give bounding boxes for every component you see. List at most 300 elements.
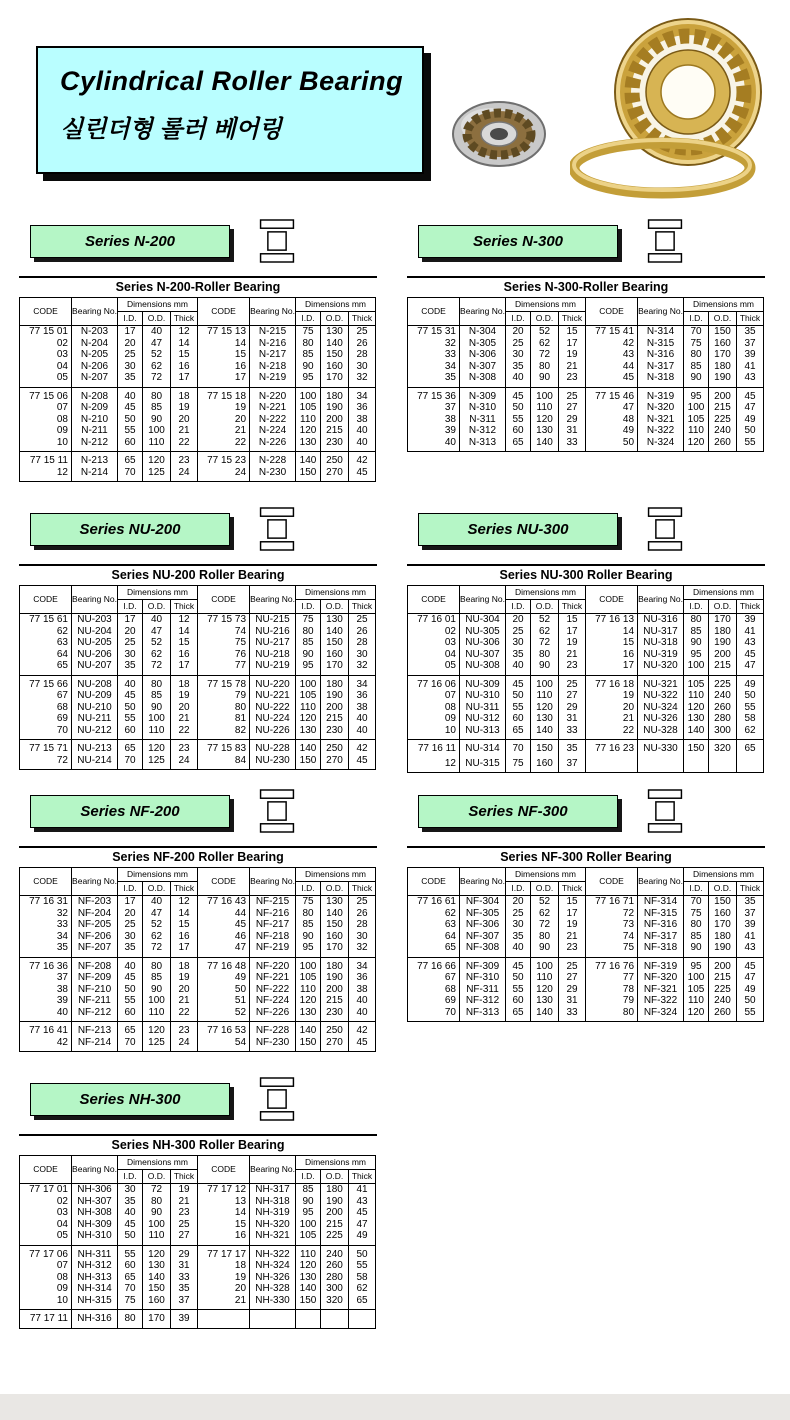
- cell-bearing-no: N-317: [638, 361, 684, 373]
- cell-id: 80: [296, 338, 321, 350]
- table-row: [408, 942, 764, 957]
- badge-row: [30, 1073, 384, 1125]
- cell-bearing-no: NH-311: [72, 1245, 118, 1260]
- cell-bearing-no: NF-208: [72, 957, 118, 972]
- cell-thick: 35: [737, 326, 764, 338]
- cell-od: 215: [321, 995, 349, 1007]
- cell-od: 150: [531, 740, 559, 758]
- cell-code: 22: [586, 725, 638, 740]
- cell-bearing-no: NU-203: [72, 614, 118, 626]
- cell-bearing-no: NU-224: [250, 713, 296, 725]
- series-badge-n-200: Series N-200: [30, 225, 230, 258]
- cell-od: 110: [143, 1007, 171, 1022]
- cell-bearing-no: NU-211: [72, 713, 118, 725]
- cell-code: 77 17 11: [20, 1310, 72, 1329]
- col-header-od: O.D.: [321, 600, 349, 614]
- cell-od: 110: [531, 402, 559, 414]
- cell-bearing-no: NU-218: [250, 649, 296, 661]
- series-badge-nh-300: Series NH-300: [30, 1083, 230, 1116]
- cell-id: 20: [118, 338, 143, 350]
- cell-id: 35: [506, 361, 531, 373]
- cell-od: 300: [321, 1283, 349, 1295]
- cell-thick: 25: [171, 1219, 198, 1231]
- cell-od: 52: [531, 896, 559, 908]
- table-wrap: [407, 564, 765, 773]
- cell-bearing-no: NF-316: [638, 919, 684, 931]
- cell-bearing-no: NU-314: [460, 740, 506, 758]
- section-series-n-200: [18, 208, 384, 496]
- cell-thick: 12: [171, 326, 198, 338]
- cell-code: 63: [408, 919, 460, 931]
- cell-bearing-no: NF-220: [250, 957, 296, 972]
- cell-thick: 38: [349, 984, 376, 996]
- cell-od: 190: [709, 637, 737, 649]
- col-header-id: I.D.: [506, 882, 531, 896]
- cell-code: 20: [198, 1283, 250, 1295]
- cell-thick: 24: [171, 755, 198, 770]
- cell-id: 55: [118, 713, 143, 725]
- cell-id: 85: [296, 1184, 321, 1196]
- cell-bearing-no: NF-306: [460, 919, 506, 931]
- cell-id: 105: [296, 972, 321, 984]
- cell-code: 77 15 23: [198, 452, 250, 467]
- cell-id: 140: [296, 740, 321, 755]
- cell-thick: 47: [737, 660, 764, 675]
- cell-thick: 58: [349, 1272, 376, 1284]
- cell-thick: 33: [559, 437, 586, 452]
- cell-thick: 26: [349, 338, 376, 350]
- col-header-bearing-no: Bearing No.: [250, 868, 296, 896]
- cell-bearing-no: NF-317: [638, 931, 684, 943]
- col-header-id: I.D.: [296, 312, 321, 326]
- cell-od: 120: [531, 702, 559, 714]
- cell-bearing-no: NU-311: [460, 702, 506, 714]
- cell-code: 77 15 46: [586, 387, 638, 402]
- cell-thick: 23: [171, 740, 198, 755]
- table-row: [20, 349, 376, 361]
- cell-thick: 40: [349, 713, 376, 725]
- cell-bearing-no: NU-208: [72, 675, 118, 690]
- cell-id: 30: [118, 649, 143, 661]
- cell-bearing-no: NF-228: [250, 1022, 296, 1037]
- cell-id: 95: [296, 372, 321, 387]
- cell-code: 68: [20, 702, 72, 714]
- cell-code: 04: [20, 1219, 72, 1231]
- cell-code: 32: [408, 338, 460, 350]
- cell-thick: 15: [559, 614, 586, 626]
- cell-id: 105: [296, 402, 321, 414]
- cell-od: 52: [143, 637, 171, 649]
- col-header-thick: Thick: [737, 312, 764, 326]
- cell-id: 85: [296, 637, 321, 649]
- table-row: [20, 1310, 376, 1329]
- cell-id: 100: [296, 1219, 321, 1231]
- table-row: [408, 690, 764, 702]
- cell-id: 60: [118, 1007, 143, 1022]
- col-header-code: CODE: [20, 586, 72, 614]
- cell-code: 08: [408, 702, 460, 714]
- cell-id: 50: [506, 972, 531, 984]
- spec-table-n-200: [19, 297, 376, 482]
- cell-thick: 27: [171, 1230, 198, 1245]
- table-row: [408, 972, 764, 984]
- cell-od: 270: [321, 467, 349, 482]
- cell-code: 43: [586, 349, 638, 361]
- cell-id: 110: [684, 690, 709, 702]
- cell-code: 77 16 11: [408, 740, 460, 758]
- bearing-cross-section-icon: [644, 504, 686, 554]
- cell-bearing-no: NU-226: [250, 725, 296, 740]
- cell-od: 140: [321, 338, 349, 350]
- table-title: Series NU-300 Roller Bearing: [499, 568, 673, 582]
- cell-id: 100: [684, 660, 709, 675]
- cell-code: 81: [198, 713, 250, 725]
- cell-thick: 35: [559, 740, 586, 758]
- cell-thick: 49: [737, 984, 764, 996]
- table-row: [20, 1245, 376, 1260]
- cell-code: 67: [408, 972, 460, 984]
- cell-bearing-no: NU-304: [460, 614, 506, 626]
- cell-thick: 15: [171, 349, 198, 361]
- cell-bearing-no: N-226: [250, 437, 296, 452]
- cell-od: 190: [709, 942, 737, 957]
- col-header-od: O.D.: [709, 600, 737, 614]
- cell-code: 12: [20, 467, 72, 482]
- cell-thick: 62: [737, 725, 764, 740]
- cell-thick: 36: [349, 690, 376, 702]
- cell-od: 72: [531, 637, 559, 649]
- cell-thick: 41: [737, 361, 764, 373]
- cell-id: 105: [684, 675, 709, 690]
- cell-od: 200: [321, 702, 349, 714]
- cell-thick: 21: [559, 649, 586, 661]
- cell-bearing-no: NF-219: [250, 942, 296, 957]
- cell-bearing-no: NF-221: [250, 972, 296, 984]
- cell-id: 130: [296, 725, 321, 740]
- cell-od: 110: [143, 725, 171, 740]
- cell-thick: 16: [171, 649, 198, 661]
- cell-bearing-no: NU-324: [638, 702, 684, 714]
- table-wrap: [407, 276, 765, 452]
- cell-bearing-no: NU-326: [638, 713, 684, 725]
- cell-code: 65: [20, 660, 72, 675]
- cell-od: 90: [531, 660, 559, 675]
- cell-code: 21: [198, 1295, 250, 1310]
- cell-id: 30: [506, 637, 531, 649]
- cell-id: 65: [506, 1007, 531, 1022]
- cell-bearing-no: NH-316: [72, 1310, 118, 1329]
- cell-bearing-no: N-212: [72, 437, 118, 452]
- cell-code: 05: [408, 660, 460, 675]
- col-header-id: I.D.: [118, 600, 143, 614]
- col-header-thick: Thick: [171, 882, 198, 896]
- cell-od: 40: [143, 896, 171, 908]
- table-row: [20, 1219, 376, 1231]
- cell-od: 120: [143, 740, 171, 755]
- cell-bearing-no: N-315: [638, 338, 684, 350]
- cell-bearing-no: NF-204: [72, 908, 118, 920]
- cell-id: 140: [684, 725, 709, 740]
- cell-id: 25: [506, 908, 531, 920]
- cell-code: 02: [408, 626, 460, 638]
- cell-code: 08: [20, 414, 72, 426]
- cell-id: 140: [296, 452, 321, 467]
- col-header-code: CODE: [198, 868, 250, 896]
- cell-id: 105: [296, 690, 321, 702]
- cell-thick: 17: [171, 372, 198, 387]
- col-header-code: CODE: [198, 586, 250, 614]
- cell-od: 190: [321, 690, 349, 702]
- cell-empty: [586, 758, 638, 773]
- badge-row: [30, 215, 384, 267]
- cell-code: 07: [20, 1260, 72, 1272]
- cell-id: 65: [118, 740, 143, 755]
- col-header-id: I.D.: [118, 882, 143, 896]
- cell-code: 79: [586, 995, 638, 1007]
- cell-thick: 55: [737, 702, 764, 714]
- cell-id: 30: [506, 349, 531, 361]
- cell-code: 14: [198, 1207, 250, 1219]
- table-row: [20, 972, 376, 984]
- cell-id: 75: [506, 758, 531, 773]
- cell-code: 10: [20, 437, 72, 452]
- cell-od: 280: [321, 1272, 349, 1284]
- cell-thick: 17: [171, 660, 198, 675]
- col-header-id: I.D.: [684, 882, 709, 896]
- table-row: [20, 984, 376, 996]
- col-header-dimensions: Dimensions mm: [296, 1156, 376, 1170]
- cell-od: 240: [709, 425, 737, 437]
- cell-bearing-no: N-224: [250, 425, 296, 437]
- cell-bearing-no: NH-306: [72, 1184, 118, 1196]
- col-header-dimensions: Dimensions mm: [506, 298, 586, 312]
- cell-od: 215: [709, 972, 737, 984]
- table-row: [408, 675, 764, 690]
- table-row: [408, 957, 764, 972]
- bearing-photos: [447, 14, 782, 204]
- cell-bearing-no: NU-315: [460, 758, 506, 773]
- cell-bearing-no: NH-309: [72, 1219, 118, 1231]
- cell-od: 85: [143, 690, 171, 702]
- cell-od: 110: [531, 972, 559, 984]
- cell-code: 77 16 76: [586, 957, 638, 972]
- cell-id: 30: [118, 361, 143, 373]
- cell-od: 260: [709, 437, 737, 452]
- cell-id: 65: [506, 437, 531, 452]
- cell-id: 50: [506, 402, 531, 414]
- cell-bearing-no: NF-311: [460, 984, 506, 996]
- cell-od: 160: [531, 758, 559, 773]
- section-series-nf-300: [406, 778, 772, 1066]
- cell-thick: 33: [559, 725, 586, 740]
- table-wrap: [19, 1134, 377, 1329]
- cell-thick: 49: [737, 675, 764, 690]
- cell-bearing-no: NF-324: [638, 1007, 684, 1022]
- section-series-nu-300: [406, 496, 772, 778]
- cell-od: 110: [531, 690, 559, 702]
- cell-od: 80: [143, 675, 171, 690]
- table-row: [408, 725, 764, 740]
- cell-od: 72: [143, 372, 171, 387]
- cell-id: 17: [118, 614, 143, 626]
- cell-id: 70: [118, 755, 143, 770]
- cell-code: 77 17 01: [20, 1184, 72, 1196]
- cell-bearing-no: NF-214: [72, 1037, 118, 1052]
- cell-bearing-no: N-220: [250, 387, 296, 402]
- cell-bearing-no: NF-210: [72, 984, 118, 996]
- cell-code: 09: [408, 713, 460, 725]
- cell-id: 40: [506, 942, 531, 957]
- col-header-od: O.D.: [321, 312, 349, 326]
- cell-bearing-no: NU-320: [638, 660, 684, 675]
- cell-code: 69: [20, 713, 72, 725]
- cell-bearing-no: NF-321: [638, 984, 684, 996]
- cell-bearing-no: NF-206: [72, 931, 118, 943]
- cell-code: 03: [408, 637, 460, 649]
- cell-thick: 12: [171, 896, 198, 908]
- table-row: [408, 387, 764, 402]
- cell-bearing-no: N-222: [250, 414, 296, 426]
- cell-thick: 19: [559, 919, 586, 931]
- cell-thick: 32: [349, 942, 376, 957]
- cell-od: 170: [143, 1310, 171, 1329]
- table-row: [20, 1007, 376, 1022]
- col-header-thick: Thick: [171, 600, 198, 614]
- cell-od: 90: [531, 372, 559, 387]
- cell-code: 07: [408, 690, 460, 702]
- cell-id: 75: [118, 1295, 143, 1310]
- col-header-bearing-no: Bearing No.: [638, 298, 684, 326]
- col-header-od: O.D.: [531, 312, 559, 326]
- cell-id: 120: [684, 702, 709, 714]
- cell-bearing-no: NH-330: [250, 1295, 296, 1310]
- col-header-code: CODE: [20, 298, 72, 326]
- cell-id: 85: [684, 626, 709, 638]
- cell-od: 100: [143, 425, 171, 437]
- cell-code: 37: [408, 402, 460, 414]
- col-header-code: CODE: [198, 1156, 250, 1184]
- col-header-thick: Thick: [171, 312, 198, 326]
- cell-thick: 18: [171, 675, 198, 690]
- cell-bearing-no: N-209: [72, 402, 118, 414]
- cell-empty: [198, 1310, 250, 1329]
- cell-bearing-no: NF-319: [638, 957, 684, 972]
- cell-thick: 21: [559, 931, 586, 943]
- cell-id: 95: [296, 660, 321, 675]
- cell-od: 90: [531, 942, 559, 957]
- cell-id: 120: [684, 1007, 709, 1022]
- cell-thick: 62: [349, 1283, 376, 1295]
- cell-od: 90: [143, 984, 171, 996]
- cell-code: 49: [198, 972, 250, 984]
- cell-thick: 36: [349, 972, 376, 984]
- cell-code: 32: [20, 908, 72, 920]
- cell-od: 200: [321, 414, 349, 426]
- cell-bearing-no: NU-221: [250, 690, 296, 702]
- cell-code: 33: [408, 349, 460, 361]
- cell-thick: 43: [737, 372, 764, 387]
- cell-bearing-no: N-313: [460, 437, 506, 452]
- cell-code: 39: [408, 425, 460, 437]
- col-header-dimensions: Dimensions mm: [296, 586, 376, 600]
- cell-thick: 37: [171, 1295, 198, 1310]
- cell-code: 77 17 06: [20, 1245, 72, 1260]
- cell-thick: 20: [171, 414, 198, 426]
- cell-code: 51: [198, 995, 250, 1007]
- col-header-code: CODE: [586, 868, 638, 896]
- cell-code: 77 17 12: [198, 1184, 250, 1196]
- cell-od: 80: [143, 387, 171, 402]
- cell-id: 90: [296, 931, 321, 943]
- cell-od: 62: [531, 908, 559, 920]
- cell-od: 170: [709, 614, 737, 626]
- cell-od: 215: [321, 425, 349, 437]
- table-row: [20, 690, 376, 702]
- table-row: [408, 626, 764, 638]
- cell-thick: 17: [559, 626, 586, 638]
- cell-id: 55: [118, 1245, 143, 1260]
- cell-bearing-no: NF-211: [72, 995, 118, 1007]
- cell-od: 47: [143, 908, 171, 920]
- cell-thick: 17: [171, 942, 198, 957]
- cell-thick: 23: [171, 452, 198, 467]
- cell-code: 65: [408, 942, 460, 957]
- cell-id: 95: [684, 957, 709, 972]
- cell-od: 90: [143, 1207, 171, 1219]
- cell-bearing-no: N-312: [460, 425, 506, 437]
- cell-od: 120: [143, 1022, 171, 1037]
- cell-od: 130: [143, 1260, 171, 1272]
- table-row: [20, 452, 376, 467]
- cell-od: 62: [531, 626, 559, 638]
- col-header-dimensions: Dimensions mm: [506, 586, 586, 600]
- cell-bearing-no: NF-203: [72, 896, 118, 908]
- col-header-code: CODE: [586, 586, 638, 614]
- col-header-bearing-no: Bearing No.: [460, 868, 506, 896]
- cell-od: 52: [143, 919, 171, 931]
- cell-thick: 41: [737, 931, 764, 943]
- cell-od: 47: [143, 338, 171, 350]
- cell-id: 75: [296, 326, 321, 338]
- cell-code: 77 16 41: [20, 1022, 72, 1037]
- cell-od: 72: [531, 349, 559, 361]
- cell-bearing-no: N-230: [250, 467, 296, 482]
- series-badge-nu-200: Series NU-200: [30, 513, 230, 546]
- col-header-bearing-no: Bearing No.: [250, 1156, 296, 1184]
- col-header-thick: Thick: [349, 600, 376, 614]
- spec-table-n-300: [407, 297, 764, 452]
- cell-od: 120: [531, 414, 559, 426]
- cell-od: 190: [321, 402, 349, 414]
- cell-bearing-no: NF-308: [460, 942, 506, 957]
- cell-thick: 25: [349, 896, 376, 908]
- cell-thick: 31: [559, 425, 586, 437]
- spec-table-nu-300: [407, 585, 764, 773]
- cell-thick: 16: [171, 361, 198, 373]
- cell-thick: 27: [559, 690, 586, 702]
- cell-thick: 23: [171, 1022, 198, 1037]
- cell-bearing-no: NU-212: [72, 725, 118, 740]
- cell-od: 100: [143, 995, 171, 1007]
- cell-od: 230: [321, 437, 349, 452]
- cell-bearing-no: NF-314: [638, 896, 684, 908]
- cell-code: 77 16 18: [586, 675, 638, 690]
- cell-id: 45: [118, 972, 143, 984]
- cell-code: 77 16 71: [586, 896, 638, 908]
- col-header-dimensions: Dimensions mm: [118, 298, 198, 312]
- cell-od: 52: [531, 326, 559, 338]
- cell-id: 90: [684, 942, 709, 957]
